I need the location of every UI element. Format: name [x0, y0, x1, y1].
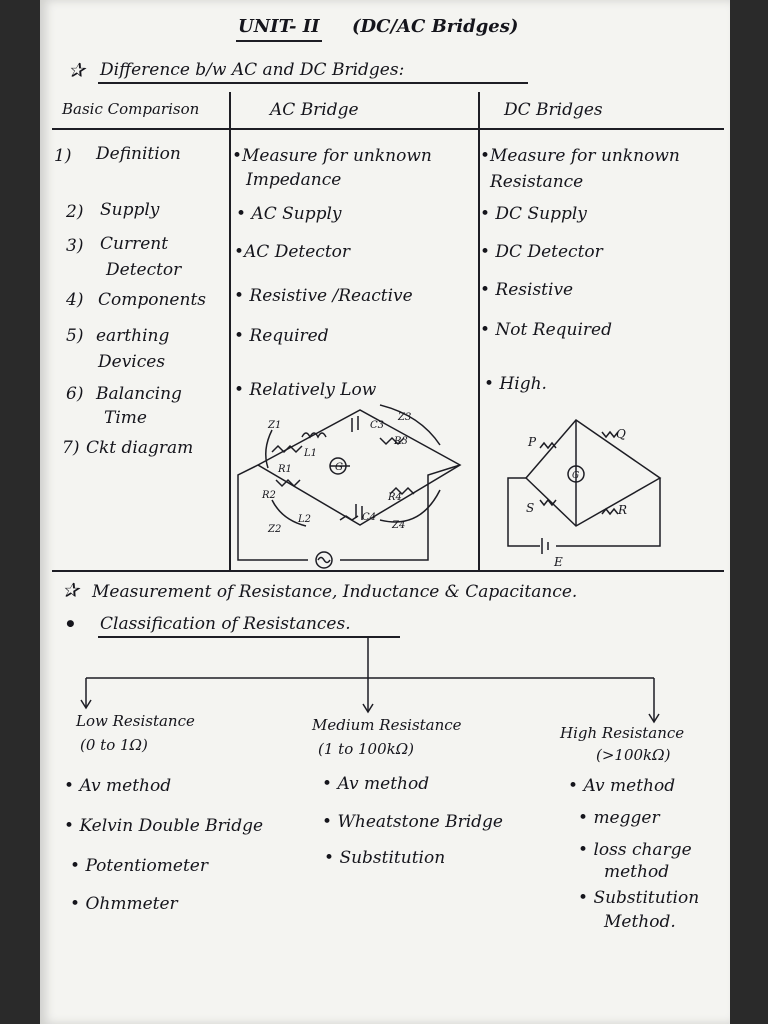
section2-heading: Measurement of Resistance, Inductance & Capacitance.	[92, 582, 578, 602]
ac-label: Z3	[398, 412, 412, 423]
row-num: 6)	[66, 384, 84, 404]
class-range-low: (0 to 1Ω)	[80, 736, 148, 754]
dc-label: Q	[616, 427, 626, 441]
list-item: • Kelvin Double Bridge	[64, 816, 264, 836]
ac-label: Z1	[268, 420, 282, 431]
list-item: • Substitution	[578, 888, 700, 908]
section1-heading: Difference b/w AC and DC Bridges:	[100, 60, 405, 80]
dc-label: S	[526, 501, 535, 515]
unit-subject: (DC/AC Bridges)	[352, 16, 519, 37]
list-item: • Wheatstone Bridge	[322, 812, 503, 832]
star-icon: ✰	[68, 58, 85, 82]
dc-cell: • DC Supply	[480, 204, 587, 224]
list-item: • Av method	[64, 776, 172, 796]
ac-label: R2	[262, 490, 276, 501]
ac-label: C3	[370, 420, 385, 431]
list-item: • Substitution	[324, 848, 446, 868]
ac-label: L1	[304, 448, 318, 459]
dc-cell: • DC Detector	[480, 242, 603, 262]
row-label: Ckt diagram	[86, 438, 194, 458]
header-dc-bridges: DC Bridges	[504, 100, 603, 120]
class-range-medium: (1 to 100kΩ)	[318, 740, 414, 758]
dc-label: E	[554, 555, 563, 569]
class-name-low: Low Resistance	[76, 712, 195, 730]
dc-cell: Resistance	[490, 172, 584, 192]
ac-label: G	[335, 462, 343, 473]
ac-cell: Impedance	[246, 170, 342, 190]
row-num: 3)	[66, 236, 84, 256]
ac-label: R3	[394, 436, 408, 447]
class-name-medium: Medium Resistance	[312, 716, 462, 734]
dc-cell: •Measure for unknown	[480, 146, 680, 166]
ac-label: L2	[298, 514, 312, 525]
row-num: 4)	[66, 290, 84, 310]
dc-cell: • Not Required	[480, 320, 612, 340]
list-item-continued: Method.	[604, 912, 676, 932]
list-item-continued: method	[604, 862, 670, 882]
list-item: • Potentiometer	[70, 856, 208, 876]
section2-subheading: Classification of Resistances.	[100, 614, 351, 634]
row-label: Definition	[96, 144, 181, 164]
star-icon: ✰	[62, 578, 79, 602]
dc-cell: • Resistive	[480, 280, 574, 300]
row-label: Balancing	[96, 384, 182, 404]
row-num: 5)	[66, 326, 84, 346]
ac-cell: • Resistive /Reactive	[234, 286, 413, 306]
dc-label: R	[618, 503, 628, 517]
bullet-icon: •	[64, 612, 77, 636]
row-label: Time	[104, 408, 147, 428]
class-range-high: (>100kΩ)	[596, 746, 671, 764]
row-label: Detector	[106, 260, 182, 280]
row-num: 1)	[54, 146, 72, 166]
list-item: • megger	[578, 808, 660, 828]
list-item: • loss charge	[578, 840, 692, 860]
list-item: • Av method	[568, 776, 676, 796]
ac-cell: •AC Detector	[234, 242, 351, 262]
row-label: Components	[98, 290, 206, 310]
ac-cell: • AC Supply	[236, 204, 342, 224]
ac-label: R4	[388, 492, 402, 503]
notebook-page	[40, 0, 730, 1024]
list-item: • Av method	[322, 774, 430, 794]
row-label: Supply	[100, 200, 160, 220]
dc-cell: • High.	[484, 374, 547, 394]
dc-label: P	[528, 435, 537, 449]
ac-cell: • Relatively Low	[234, 380, 377, 400]
ac-label: Z4	[392, 520, 406, 531]
row-num: 7)	[62, 438, 80, 458]
row-label: Devices	[98, 352, 166, 372]
dc-label: G	[572, 471, 580, 481]
ac-label: Z2	[268, 524, 282, 535]
ac-cell: • Required	[234, 326, 329, 346]
header-ac-bridge: AC Bridge	[270, 100, 359, 120]
row-label: earthing	[96, 326, 170, 346]
row-num: 2)	[66, 202, 84, 222]
row-label: Current	[100, 234, 169, 254]
header-basic-comparison: Basic Comparison	[62, 100, 200, 118]
ac-cell: •Measure for unknown	[232, 146, 432, 166]
ac-label: R1	[278, 464, 292, 475]
class-name-high: High Resistance	[560, 724, 685, 742]
unit-title: UNIT- II	[238, 16, 320, 37]
ac-label: C4	[362, 512, 377, 523]
list-item: • Ohmmeter	[70, 894, 178, 914]
